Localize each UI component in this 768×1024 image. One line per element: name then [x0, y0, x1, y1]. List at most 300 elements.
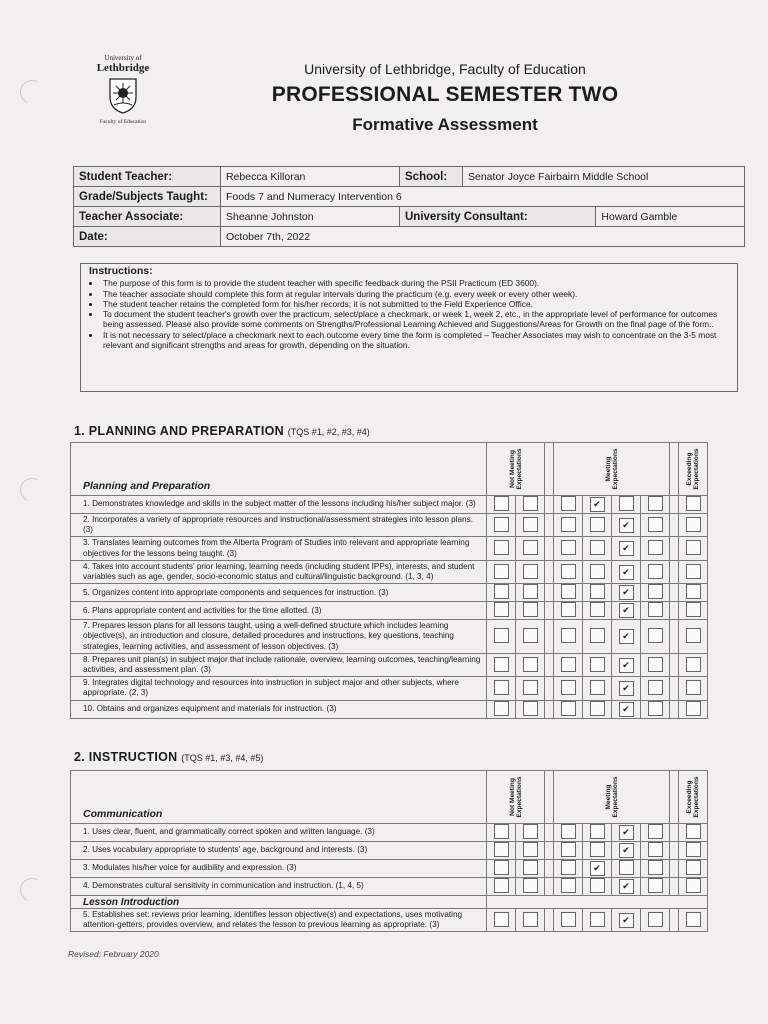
level-checkbox-checked[interactable]: ✔ — [619, 681, 634, 696]
checkbox-cell — [583, 584, 612, 602]
level-checkbox[interactable] — [561, 564, 576, 579]
checkbox-cell — [583, 620, 612, 654]
level-checkbox-checked[interactable]: ✔ — [619, 913, 634, 928]
level-gap — [670, 700, 679, 718]
rubric-header-row — [71, 771, 708, 824]
checkbox-cell — [516, 560, 545, 583]
checkbox-cell — [554, 514, 583, 537]
level-gap — [545, 514, 554, 537]
criterion-text: 9. Integrates digital technology and resources into instruction in subject major and other subjects, where appropriate. (2, 3) — [71, 677, 487, 700]
level-checkbox[interactable] — [494, 912, 509, 927]
level-checkbox[interactable] — [561, 628, 576, 643]
logo-text-top: University of — [104, 54, 142, 62]
teacher-associate-value: Sheanne Johnston — [221, 207, 400, 227]
instruction-rubric-table — [70, 770, 708, 932]
info-row — [74, 187, 745, 207]
checkbox-cell — [516, 909, 545, 932]
criterion-text: 2. Uses vocabulary appropriate to students' age, background and interests. (3) — [71, 842, 487, 860]
consultant-label: University Consultant: — [400, 207, 596, 227]
level-checkbox[interactable] — [590, 701, 605, 716]
level-gap — [545, 842, 554, 860]
punch-hole — [17, 77, 48, 108]
level-checkbox[interactable] — [686, 602, 701, 617]
rubric-row — [71, 653, 708, 676]
checkbox-cell — [583, 602, 612, 620]
level-checkbox[interactable] — [523, 602, 538, 617]
checkbox-cell — [612, 860, 641, 878]
checkbox-cell — [516, 584, 545, 602]
level-checkbox[interactable] — [523, 584, 538, 599]
level-checkbox[interactable] — [686, 564, 701, 579]
checkbox-cell — [679, 842, 708, 860]
checkbox-cell — [612, 842, 641, 860]
level-checkbox[interactable] — [648, 842, 663, 857]
rubric-subheader-fill — [487, 896, 708, 909]
checkbox-cell — [679, 653, 708, 676]
level-checkbox[interactable] — [523, 496, 538, 511]
level-checkbox[interactable] — [523, 564, 538, 579]
level-checkbox[interactable] — [561, 602, 576, 617]
level-checkbox[interactable] — [561, 701, 576, 716]
level-column-header — [487, 771, 545, 824]
level-checkbox[interactable] — [523, 912, 538, 927]
checkbox-cell — [487, 677, 516, 700]
checkbox-cell — [516, 842, 545, 860]
checkbox-cell — [612, 602, 641, 620]
level-checkbox[interactable] — [590, 842, 605, 857]
university-logo — [86, 54, 160, 126]
level-gap — [545, 620, 554, 654]
planning-rubric-table — [70, 442, 708, 719]
level-checkbox[interactable] — [561, 824, 576, 839]
level-checkbox[interactable] — [523, 842, 538, 857]
level-checkbox-checked[interactable]: ✔ — [619, 658, 634, 673]
checkbox-cell — [583, 824, 612, 842]
level-checkbox[interactable] — [648, 540, 663, 555]
level-checkbox[interactable] — [590, 584, 605, 599]
level-checkbox-checked[interactable]: ✔ — [619, 843, 634, 858]
section-2-heading — [74, 750, 263, 764]
checkbox-cell — [679, 909, 708, 932]
level-checkbox[interactable] — [494, 564, 509, 579]
level-label-line: Exceeding — [685, 452, 693, 486]
revision-note: Revised: February 2020 — [68, 949, 159, 959]
level-checkbox[interactable] — [686, 842, 701, 857]
level-checkbox[interactable] — [561, 517, 576, 532]
checkbox-cell — [583, 700, 612, 718]
info-row — [74, 167, 745, 187]
rubric-row — [71, 560, 708, 583]
checkbox-cell — [583, 909, 612, 932]
checkbox-cell — [641, 620, 670, 654]
checkbox-cell — [641, 584, 670, 602]
checkbox-cell — [583, 878, 612, 896]
rubric-row — [71, 620, 708, 654]
level-gap — [670, 860, 679, 878]
checkbox-cell — [487, 842, 516, 860]
rubric-header: Planning and Preparation — [71, 443, 487, 496]
checkbox-cell — [679, 537, 708, 560]
checkbox-cell — [612, 909, 641, 932]
level-checkbox[interactable] — [590, 628, 605, 643]
level-label-line: Expectations — [515, 448, 523, 490]
teacher-associate-label: Teacher Associate: — [74, 207, 221, 227]
level-label-line: Not Meeting — [508, 450, 516, 488]
level-gap — [545, 560, 554, 583]
checkbox-cell — [516, 537, 545, 560]
instruction-item: • To document the student teacher's growth over the practicum, select/place a checkmark, or week 1, week 2, etc., in the appropriate level of performance for outcomes being assessed. Please also provide some comments on Strengths/Professional Learning Achieved and Suggestions/Areas for Growth on the final page of the form.. — [101, 309, 737, 330]
level-label — [686, 448, 700, 489]
section-2-title: 2. INSTRUCTION — [74, 750, 178, 764]
level-checkbox[interactable] — [561, 496, 576, 511]
level-label-line: Expectations — [515, 776, 523, 818]
checkbox-cell — [679, 860, 708, 878]
level-checkbox[interactable] — [648, 584, 663, 599]
checkbox-cell — [612, 584, 641, 602]
level-checkbox-checked[interactable]: ✔ — [619, 565, 634, 580]
level-label-line: Meeting — [604, 784, 612, 810]
checkbox-cell — [487, 700, 516, 718]
checkbox-cell — [487, 514, 516, 537]
checkbox-cell — [487, 560, 516, 583]
level-checkbox[interactable] — [561, 584, 576, 599]
level-column-header — [554, 771, 670, 824]
level-checkbox[interactable] — [494, 540, 509, 555]
rubric-row — [71, 537, 708, 560]
section-2-tqs: (TQS #1, #3, #4, #5) — [181, 753, 264, 763]
checkbox-cell — [679, 496, 708, 514]
logo-text-name: Lethbridge — [96, 62, 150, 74]
checkbox-cell — [641, 824, 670, 842]
level-checkbox[interactable] — [523, 860, 538, 875]
checkbox-cell — [612, 700, 641, 718]
level-checkbox[interactable] — [590, 912, 605, 927]
checkbox-cell — [641, 560, 670, 583]
checkbox-cell — [612, 653, 641, 676]
level-checkbox[interactable] — [523, 628, 538, 643]
rubric-row — [71, 824, 708, 842]
checkbox-cell — [516, 514, 545, 537]
level-checkbox[interactable] — [494, 860, 509, 875]
level-gap — [545, 537, 554, 560]
level-checkbox[interactable] — [590, 602, 605, 617]
criterion-text: 7. Prepares lesson plans for all lessons taught, using a well-defined structure which includes learning objective(s), an introduction and closure, detailed procedures and instructions, key questions, teaching strategies, learning activities, and assessment of lesson objectives. (3) — [71, 620, 487, 654]
level-label-line: Expectations — [611, 448, 619, 490]
checkbox-cell — [516, 860, 545, 878]
level-checkbox[interactable] — [494, 701, 509, 716]
level-checkbox[interactable] — [523, 878, 538, 893]
level-checkbox[interactable] — [686, 628, 701, 643]
level-gap — [545, 602, 554, 620]
checkbox-cell — [516, 653, 545, 676]
level-checkbox-checked[interactable]: ✔ — [619, 603, 634, 618]
level-checkbox[interactable] — [686, 860, 701, 875]
checkbox-cell — [612, 496, 641, 514]
level-checkbox[interactable] — [561, 912, 576, 927]
level-checkbox-checked[interactable]: ✔ — [619, 585, 634, 600]
checkbox-cell — [516, 878, 545, 896]
level-checkbox[interactable] — [494, 584, 509, 599]
checkbox-cell — [641, 878, 670, 896]
info-table — [73, 166, 745, 247]
level-checkbox[interactable] — [494, 878, 509, 893]
checkbox-cell — [583, 514, 612, 537]
checkbox-cell — [641, 514, 670, 537]
institution-name: University of Lethbridge, Faculty of Education — [304, 61, 586, 77]
checkbox-cell — [679, 824, 708, 842]
criterion-text: 4. Demonstrates cultural sensitivity in communication and instruction. (1, 4, 5) — [71, 878, 487, 896]
checkbox-cell — [612, 560, 641, 583]
level-gap — [670, 620, 679, 654]
level-checkbox-checked[interactable]: ✔ — [619, 702, 634, 717]
rubric-row — [71, 584, 708, 602]
checkbox-cell — [612, 824, 641, 842]
checkbox-cell — [583, 496, 612, 514]
level-label-line: Expectations — [611, 776, 619, 818]
checkbox-cell — [516, 620, 545, 654]
checkbox-cell — [679, 700, 708, 718]
checkbox-cell — [679, 560, 708, 583]
rubric-row — [71, 909, 708, 932]
level-checkbox[interactable] — [561, 860, 576, 875]
level-checkbox[interactable] — [686, 517, 701, 532]
consultant-value: Howard Gamble — [596, 207, 745, 227]
checkbox-cell — [554, 537, 583, 560]
checkbox-cell — [487, 496, 516, 514]
level-checkbox-checked[interactable]: ✔ — [590, 861, 605, 876]
level-checkbox[interactable] — [494, 842, 509, 857]
instructions-box — [80, 263, 738, 392]
checkbox-cell — [554, 560, 583, 583]
form-title: PROFESSIONAL SEMESTER TWO — [271, 83, 619, 106]
date-label: Date: — [74, 227, 221, 247]
student-teacher-value: Rebecca Killoran — [221, 167, 400, 187]
criterion-text: 1. Demonstrates knowledge and skills in the subject matter of the lessons including his/her subject major. (3) — [71, 496, 487, 514]
rubric-row — [71, 842, 708, 860]
level-checkbox[interactable] — [686, 657, 701, 672]
level-checkbox[interactable] — [523, 824, 538, 839]
level-checkbox-checked[interactable]: ✔ — [619, 879, 634, 894]
checkbox-cell — [554, 878, 583, 896]
level-checkbox-checked[interactable]: ✔ — [619, 518, 634, 533]
level-checkbox[interactable] — [648, 878, 663, 893]
instruction-item: • The teacher associate should complete this form at regular intervals during the practicum (e.g. every week or every other week). — [101, 289, 737, 299]
instruction-item: • The student teacher retains the completed form for his/her records; it is not submitted to the Field Experience Office. — [101, 299, 737, 309]
level-checkbox[interactable] — [523, 701, 538, 716]
info-row — [74, 227, 745, 247]
level-checkbox[interactable] — [648, 496, 663, 511]
checkbox-cell — [679, 878, 708, 896]
level-checkbox[interactable] — [590, 680, 605, 695]
level-checkbox-checked[interactable]: ✔ — [619, 629, 634, 644]
level-checkbox[interactable] — [494, 657, 509, 672]
level-checkbox[interactable] — [686, 878, 701, 893]
checkbox-cell — [679, 677, 708, 700]
level-checkbox[interactable] — [494, 680, 509, 695]
checkbox-cell — [612, 514, 641, 537]
level-checkbox[interactable] — [619, 496, 634, 511]
level-checkbox[interactable] — [561, 540, 576, 555]
checkbox-cell — [612, 537, 641, 560]
level-checkbox[interactable] — [648, 657, 663, 672]
section-1-title: 1. PLANNING AND PREPARATION — [74, 424, 284, 438]
level-checkbox-checked[interactable]: ✔ — [619, 541, 634, 556]
level-label — [508, 448, 522, 489]
level-checkbox[interactable] — [590, 878, 605, 893]
level-checkbox[interactable] — [590, 517, 605, 532]
rubric-subheader: Lesson Introduction — [71, 896, 487, 909]
checkbox-cell — [641, 860, 670, 878]
checkbox-cell — [487, 620, 516, 654]
level-gap — [545, 824, 554, 842]
checkbox-cell — [554, 602, 583, 620]
level-checkbox[interactable] — [590, 657, 605, 672]
level-gap — [670, 584, 679, 602]
checkbox-cell — [487, 653, 516, 676]
level-checkbox[interactable] — [648, 602, 663, 617]
rubric-row — [71, 700, 708, 718]
level-gap — [670, 824, 679, 842]
level-checkbox[interactable] — [494, 824, 509, 839]
level-checkbox[interactable] — [590, 824, 605, 839]
date-value: October 7th, 2022 — [221, 227, 745, 247]
grade-label: Grade/Subjects Taught: — [74, 187, 221, 207]
level-gap — [670, 537, 679, 560]
punch-hole — [17, 475, 48, 506]
instructions-list — [81, 278, 737, 350]
checkbox-cell — [554, 677, 583, 700]
checkbox-cell — [554, 496, 583, 514]
rubric-row — [71, 602, 708, 620]
checkbox-cell — [641, 653, 670, 676]
level-checkbox[interactable] — [523, 540, 538, 555]
level-checkbox[interactable] — [494, 496, 509, 511]
level-gap — [670, 842, 679, 860]
level-gap — [545, 909, 554, 932]
level-checkbox[interactable] — [686, 496, 701, 511]
level-checkbox-checked[interactable]: ✔ — [619, 825, 634, 840]
level-checkbox[interactable] — [648, 628, 663, 643]
level-gap — [545, 771, 554, 824]
level-checkbox[interactable] — [648, 824, 663, 839]
instruction-item: • It is not necessary to select/place a checkmark next to each outcome every time the form is completed – Teacher Associates may wish to concentrate on the 3-5 most relevant and significant strengths and areas for growth, depending on the situation. — [101, 330, 737, 351]
checkbox-cell — [554, 860, 583, 878]
school-value: Senator Joyce Fairbairn Middle School — [463, 167, 745, 187]
checkbox-cell — [487, 878, 516, 896]
level-checkbox[interactable] — [561, 680, 576, 695]
checkbox-cell — [679, 514, 708, 537]
checkbox-cell — [641, 677, 670, 700]
criterion-text: 3. Modulates his/her voice for audibility and expression. (3) — [71, 860, 487, 878]
rubric-row — [71, 514, 708, 537]
level-checkbox[interactable] — [686, 701, 701, 716]
level-gap — [670, 443, 679, 496]
criterion-text: 10. Obtains and organizes equipment and materials for instruction. (3) — [71, 700, 487, 718]
level-checkbox[interactable] — [686, 680, 701, 695]
level-checkbox[interactable] — [686, 824, 701, 839]
level-checkbox[interactable] — [494, 628, 509, 643]
level-checkbox[interactable] — [561, 657, 576, 672]
instruction-item: • The purpose of this form is to provide the student teacher with specific feedback during the PSII Practicum (ED 3600). — [101, 278, 737, 288]
checkbox-cell — [583, 842, 612, 860]
level-checkbox[interactable] — [523, 680, 538, 695]
level-gap — [670, 560, 679, 583]
criterion-text: 4. Takes into account students' prior learning, learning needs (including student IPPs), interests, and student variables such as age, gender, socio-economic status and cultural/linguistic background. (1, 3, 4) — [71, 560, 487, 583]
level-checkbox[interactable] — [494, 517, 509, 532]
checkbox-cell — [612, 677, 641, 700]
level-checkbox[interactable] — [648, 680, 663, 695]
level-checkbox[interactable] — [590, 564, 605, 579]
level-gap — [670, 878, 679, 896]
rubric-row — [71, 878, 708, 896]
checkbox-cell — [487, 860, 516, 878]
level-checkbox[interactable] — [686, 912, 701, 927]
level-checkbox[interactable] — [648, 860, 663, 875]
checkbox-cell — [516, 602, 545, 620]
level-label-line: Meeting — [604, 456, 612, 482]
level-checkbox[interactable] — [648, 564, 663, 579]
checkbox-cell — [679, 620, 708, 654]
level-checkbox[interactable] — [494, 602, 509, 617]
level-gap — [545, 878, 554, 896]
level-column-header — [554, 443, 670, 496]
level-column-header — [679, 443, 708, 496]
criterion-text: 6. Plans appropriate content and activities for the time allotted. (3) — [71, 602, 487, 620]
level-checkbox[interactable] — [648, 517, 663, 532]
level-checkbox[interactable] — [686, 540, 701, 555]
level-gap — [545, 443, 554, 496]
level-checkbox[interactable] — [619, 860, 634, 875]
criterion-text: 2. Incorporates a variety of appropriate resources and instructional/assessment strategies into lesson plans. (3) — [71, 514, 487, 537]
crest-icon — [108, 77, 138, 115]
level-checkbox[interactable] — [523, 517, 538, 532]
rubric-subheader-row — [71, 896, 708, 909]
level-checkbox[interactable] — [590, 540, 605, 555]
level-label-line: Exceeding — [685, 780, 693, 814]
checkbox-cell — [554, 584, 583, 602]
criterion-text: 1. Uses clear, fluent, and grammatically correct spoken and written language. (3) — [71, 824, 487, 842]
rubric-row — [71, 677, 708, 700]
checkbox-cell — [641, 537, 670, 560]
checkbox-cell — [516, 700, 545, 718]
rubric-header-row — [71, 443, 708, 496]
checkbox-cell — [554, 909, 583, 932]
student-teacher-label: Student Teacher: — [74, 167, 221, 187]
level-checkbox[interactable] — [523, 657, 538, 672]
checkbox-cell — [583, 677, 612, 700]
checkbox-cell — [641, 700, 670, 718]
checkbox-cell — [679, 584, 708, 602]
level-checkbox-checked[interactable]: ✔ — [590, 497, 605, 512]
level-label — [604, 776, 618, 817]
checkbox-cell — [583, 560, 612, 583]
checkbox-cell — [487, 824, 516, 842]
logo-text-faculty: Faculty of Education — [99, 119, 147, 125]
checkbox-cell — [516, 824, 545, 842]
level-checkbox[interactable] — [648, 701, 663, 716]
level-label-line: Expectations — [693, 776, 700, 818]
checkbox-cell — [516, 677, 545, 700]
level-checkbox[interactable] — [686, 584, 701, 599]
checkbox-cell — [487, 537, 516, 560]
level-checkbox[interactable] — [561, 842, 576, 857]
info-row — [74, 207, 745, 227]
checkbox-cell — [583, 537, 612, 560]
checkbox-cell — [487, 584, 516, 602]
level-checkbox[interactable] — [648, 912, 663, 927]
level-checkbox[interactable] — [561, 878, 576, 893]
rubric-header: Communication — [71, 771, 487, 824]
